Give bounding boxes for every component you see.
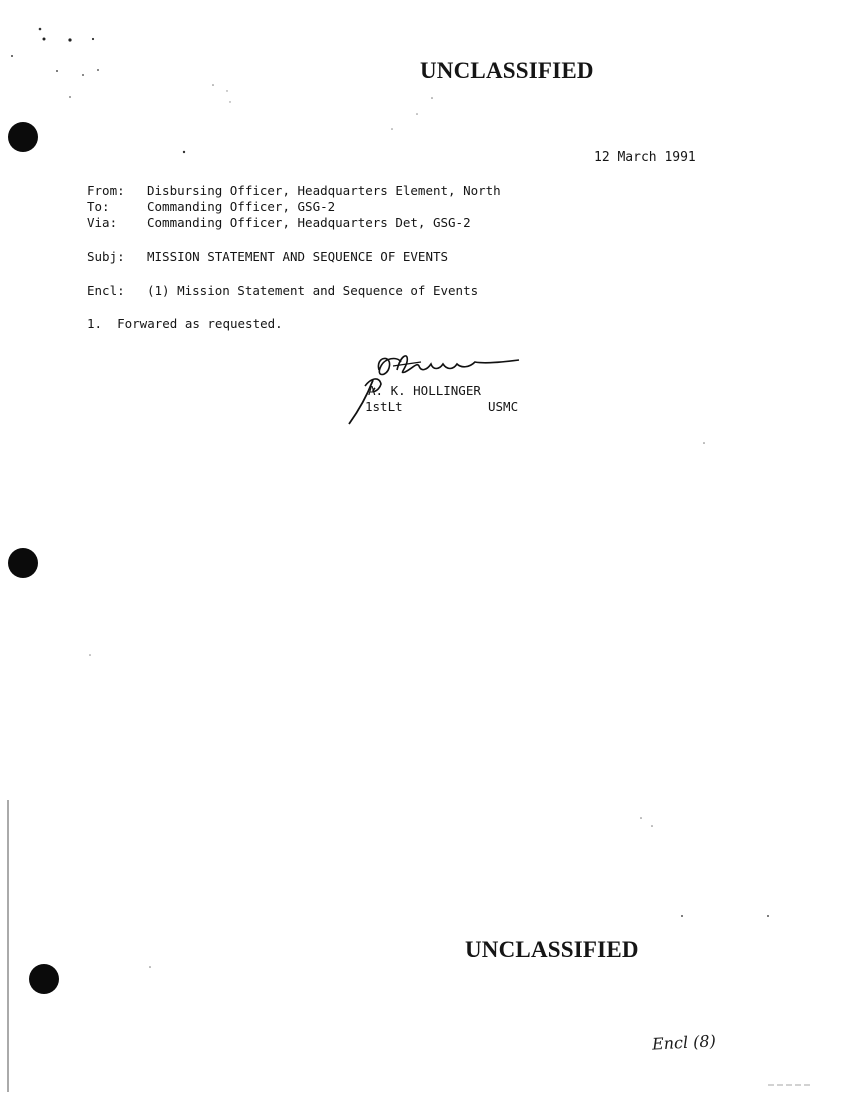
signer-service: USMC — [488, 399, 519, 414]
classification-marking-top: UNCLASSIFIED — [420, 58, 594, 83]
from-label: From: — [87, 183, 125, 198]
to-value: Commanding Officer, GSG-2 — [147, 199, 336, 214]
memo-date: 12 March 1991 — [594, 150, 696, 165]
via-value: Commanding Officer, Headquarters Det, GSG-2 — [147, 215, 471, 230]
via-label: Via: — [87, 215, 118, 230]
signer-rank: 1stLt — [365, 399, 403, 414]
signer-name: A. K. HOLLINGER — [368, 383, 481, 398]
subject-label: Subj: — [87, 249, 125, 264]
enclosure-value: (1) Mission Statement and Sequence of Events — [147, 283, 479, 298]
punch-hole — [8, 122, 38, 152]
enclosure-label: Encl: — [87, 283, 125, 298]
from-value: Disbursing Officer, Headquarters Element, North — [147, 183, 501, 198]
punch-hole — [29, 964, 59, 994]
paragraph-1: 1. Forwared as requested. — [87, 316, 283, 331]
classification-marking-bottom: UNCLASSIFIED — [465, 937, 639, 962]
to-label: To: — [87, 199, 110, 214]
handwritten-enclosure-note: Encl (8) — [651, 1031, 717, 1054]
punch-hole — [8, 548, 38, 578]
subject-value: MISSION STATEMENT AND SEQUENCE OF EVENTS — [147, 249, 449, 264]
